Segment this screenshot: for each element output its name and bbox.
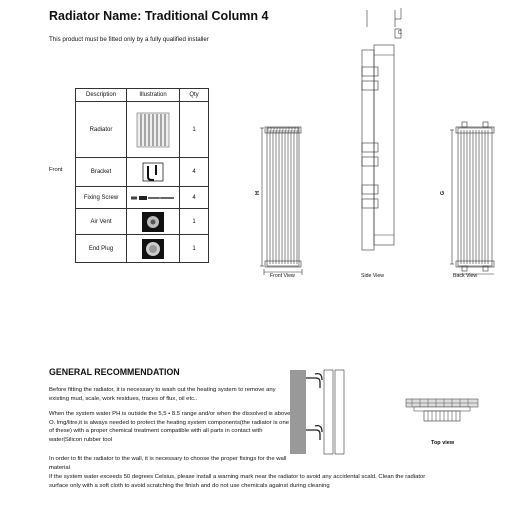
row-description: Air Vent — [76, 209, 127, 235]
row-qty: 4 — [180, 187, 209, 209]
screw-icon — [130, 193, 176, 203]
general-para-1: Before fitting the radiator, it is necessary to wash out the heating system to remove any existing mud, scale, work residues, traces of flux, oil etc.. — [49, 387, 276, 402]
row-description: End Plug — [76, 235, 127, 263]
radiator-icon — [136, 110, 170, 150]
general-para-2: When the system water PH is outside the 5,5 • 8.5 range and/or when the dissolved is above O. lmg/litre,it is always needed to protect the heating system components(the radiator is one of these) with a proper chemical treatment compatible with all parts in contact with water|Silicon rubber tool — [49, 411, 291, 443]
back-view-drawing — [442, 118, 512, 288]
back-view-caption: Back View — [453, 273, 478, 279]
air-vent-icon — [142, 212, 164, 232]
page-title: Radiator Name: Traditional Column 4 — [49, 9, 269, 23]
table-row — [76, 209, 209, 235]
row-illustration — [127, 102, 180, 158]
header-description: Description — [76, 89, 127, 102]
row-qty: 1 — [180, 209, 209, 235]
front-label: Front — [49, 167, 63, 173]
gap-label: G — [440, 190, 447, 196]
bracket-icon — [141, 161, 165, 183]
row-qty: 1 — [180, 235, 209, 263]
table-row — [76, 187, 209, 209]
row-illustration — [127, 158, 180, 187]
header-illustration: Illustration — [127, 89, 180, 102]
parts-table — [75, 88, 209, 263]
row-qty: 4 — [180, 158, 209, 187]
height-label: H — [254, 191, 261, 195]
top-view-caption: Top view — [431, 440, 455, 446]
front-view-caption: Front View — [270, 273, 295, 279]
clearance-label: C — [398, 30, 402, 36]
table-header-row — [76, 89, 209, 102]
end-plug-icon — [142, 239, 164, 259]
table-row — [76, 158, 209, 187]
row-description: Bracket — [76, 158, 127, 187]
row-illustration — [127, 209, 180, 235]
general-para-4-line-1: If the system water exceeds 50 degrees Celsius, please install a warning mark near the radiator to avoid any accidental scald. Clean the radiator — [49, 474, 426, 480]
table-row — [76, 102, 209, 158]
header-qty: Qty — [180, 89, 209, 102]
row-description: Fixing Screw — [76, 187, 127, 209]
general-para-4-line-2: surface only with a soft cloth to avoid scratching the finish and do not use chemicals against during cleaning — [49, 483, 330, 489]
wall-mount-illustration — [288, 368, 350, 456]
row-qty: 1 — [180, 102, 209, 158]
table-row — [76, 235, 209, 263]
side-view-caption: Side View — [361, 273, 384, 279]
general-heading: GENERAL RECOMMENDATION — [49, 367, 180, 377]
row-illustration — [127, 187, 180, 209]
front-view-drawing — [258, 118, 318, 288]
installer-note: This product must be fitted only by a fully qualified installer — [49, 36, 209, 43]
side-view-drawing — [355, 5, 415, 260]
general-para-3: In order to fit the radiator to the wall, it is necessary to choose the proper fixings for the wall material — [49, 456, 287, 471]
row-illustration — [127, 235, 180, 263]
row-description: Radiator — [76, 102, 127, 158]
top-view-illustration — [404, 395, 480, 435]
